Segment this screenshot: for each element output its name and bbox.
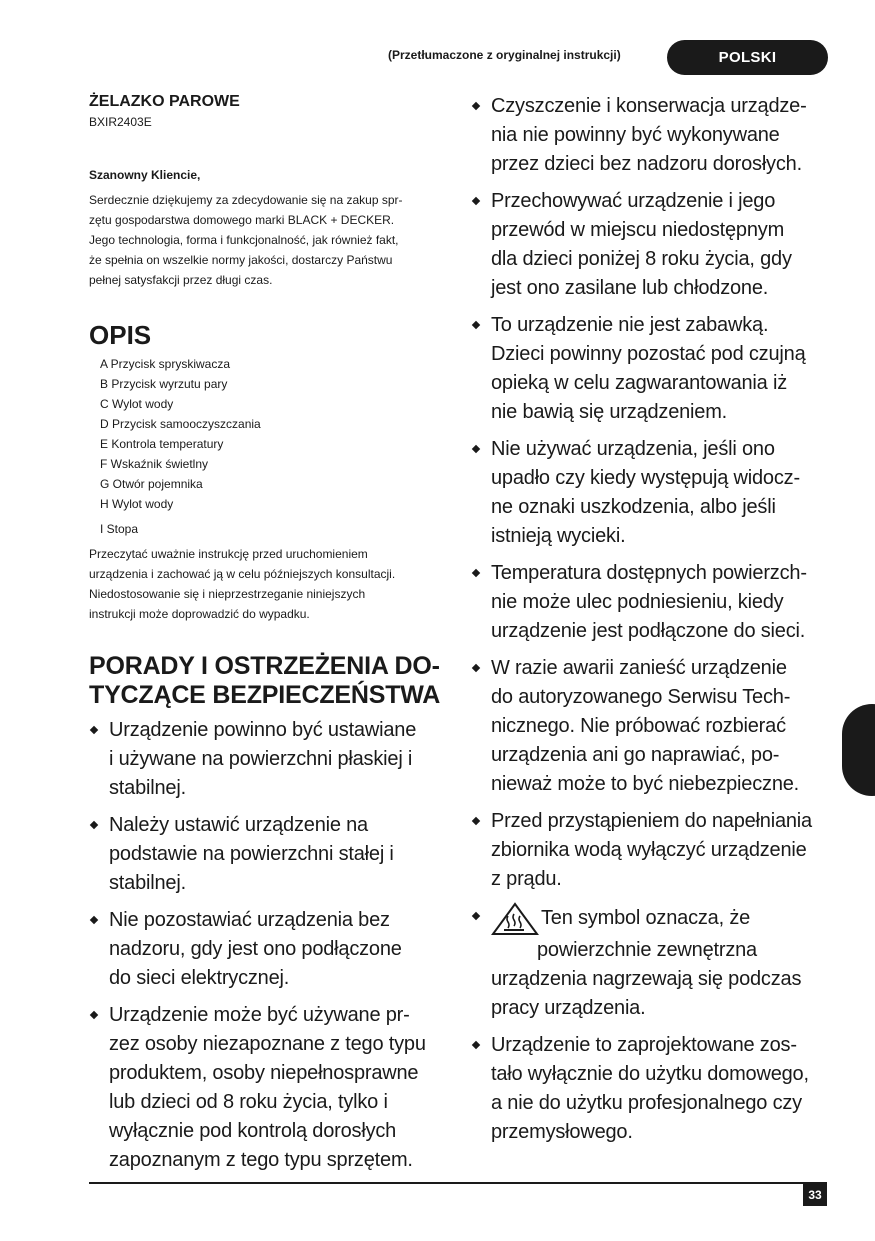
section-side-tab <box>842 704 875 796</box>
safety-item: Należy ustawić urządzenie na podstawie na powierzchni stałej i stabilnej. <box>89 811 449 898</box>
safety-item: Urządzenie może być używane pr- zez osoby niezapoznane z tego typu produktem, osoby niepełnosprawne lub dzieci od 8 roku życia, tylko i wyłącznie pod kontrolą dorosłych zapoznanym z tego typu sprzętem. <box>89 1001 449 1175</box>
right-column <box>471 92 833 1155</box>
safety-item: Urządzenie to zaprojektowane zos- tało wyłącznie do użytku domowego, a nie do użytku profesjonalnego czy przemysłowego. <box>471 1031 833 1147</box>
safety-list-right <box>471 92 833 1147</box>
safety-item: Przed przystąpieniem do napełniania zbiornika wodą wyłączyć urządzenie z prądu. <box>471 807 833 894</box>
safety-heading: PORADY I OSTRZEŻENIA DO- TYCZĄCE BEZPIECZEŃSTWA <box>89 652 441 709</box>
left-column <box>89 92 449 1183</box>
model-number: BXIR2403E <box>89 115 152 129</box>
part-item: F Wskaźnik świetlny <box>100 457 209 471</box>
hot-surface-warning-icon <box>491 902 539 936</box>
safety-item: Nie używać urządzenia, jeśli ono upadło czy kiedy występują widocz- ne oznaki uszkodzenia, albo jeśli istnieją wycieki. <box>471 435 833 551</box>
safety-item: Czyszczenie i konserwacja urządze- nia nie powinny być wykonywane przez dzieci bez nadzoru dorosłych. <box>471 92 833 179</box>
part-item: E Kontrola temperatury <box>100 437 224 451</box>
safety-item: Temperatura dostępnych powierzch- nie może ulec podniesieniu, kiedy urządzenie jest podłączone do sieci. <box>471 559 833 646</box>
read-instructions-note: Przeczytać uważnie instrukcję przed uruchomieniem urządzenia i zachować ją w celu późniejszych konsultacji. Niedostosowanie się i nieprzestrzeganie niniejszych instrukcji może doprowadzić do wypadku. <box>89 547 396 621</box>
safety-item-symbol: Ten symbol oznacza, że powierzchnie zewnętrzna urządzenia nagrzewają się podczas pracy urządzenia. <box>471 902 833 1023</box>
part-item: G Otwór pojemnika <box>100 477 203 491</box>
safety-item: Urządzenie powinno być ustawiane i używane na powierzchni płaskiej i stabilnej. <box>89 716 449 803</box>
translation-note: (Przetłumaczone z oryginalnej instrukcji) <box>388 48 621 62</box>
safety-item: W razie awarii zanieść urządzenie do autoryzowanego Serwisu Tech- nicznego. Nie próbować rozbierać urządzenia ani go naprawiać, po- nieważ może to być niebezpieczne. <box>471 654 833 799</box>
product-title: ŻELAZKO PAROWE <box>89 93 240 110</box>
part-item: I Stopa <box>100 522 139 536</box>
opis-heading: OPIS <box>89 320 152 350</box>
language-badge: POLSKI <box>667 40 828 75</box>
part-item: C Wylot wody <box>100 397 174 411</box>
parts-list <box>89 354 449 539</box>
part-item: B Przycisk wyrzutu pary <box>100 377 228 391</box>
intro-paragraph-1: Serdecznie dziękujemy za zdecydowanie się na zakup spr- zętu gospodarstwa domowego marki BLACK + DECKER. <box>89 193 403 227</box>
part-item: A Przycisk spryskiwacza <box>100 357 231 371</box>
safety-item: Przechowywać urządzenie i jego przewód w miejscu niedostępnym dla dzieci poniżej 8 roku życia, gdy jest ono zasilane lub chłodzone. <box>471 187 833 303</box>
page-number: 33 <box>803 1184 827 1206</box>
safety-list-left <box>89 716 449 1175</box>
intro-paragraph-2: Jego technologia, forma i funkcjonalność, jak również fakt, że spełnia on wszelkie normy jakości, dostarczy Państwu pełnej satysfakcji przez długi czas. <box>89 233 399 287</box>
footer-rule <box>89 1182 827 1184</box>
safety-item: Nie pozostawiać urządzenia bez nadzoru, gdy jest ono podłączone do sieci elektrycznej. <box>89 906 449 993</box>
safety-item: To urządzenie nie jest zabawką. Dzieci powinny pozostać pod czujną opieką w celu zagwarantowania iż nie bawią się urządzeniem. <box>471 311 833 427</box>
part-item: H Wylot wody <box>100 497 174 511</box>
part-item: D Przycisk samooczyszczania <box>100 417 261 431</box>
greeting: Szanowny Kliencie, <box>89 168 201 182</box>
